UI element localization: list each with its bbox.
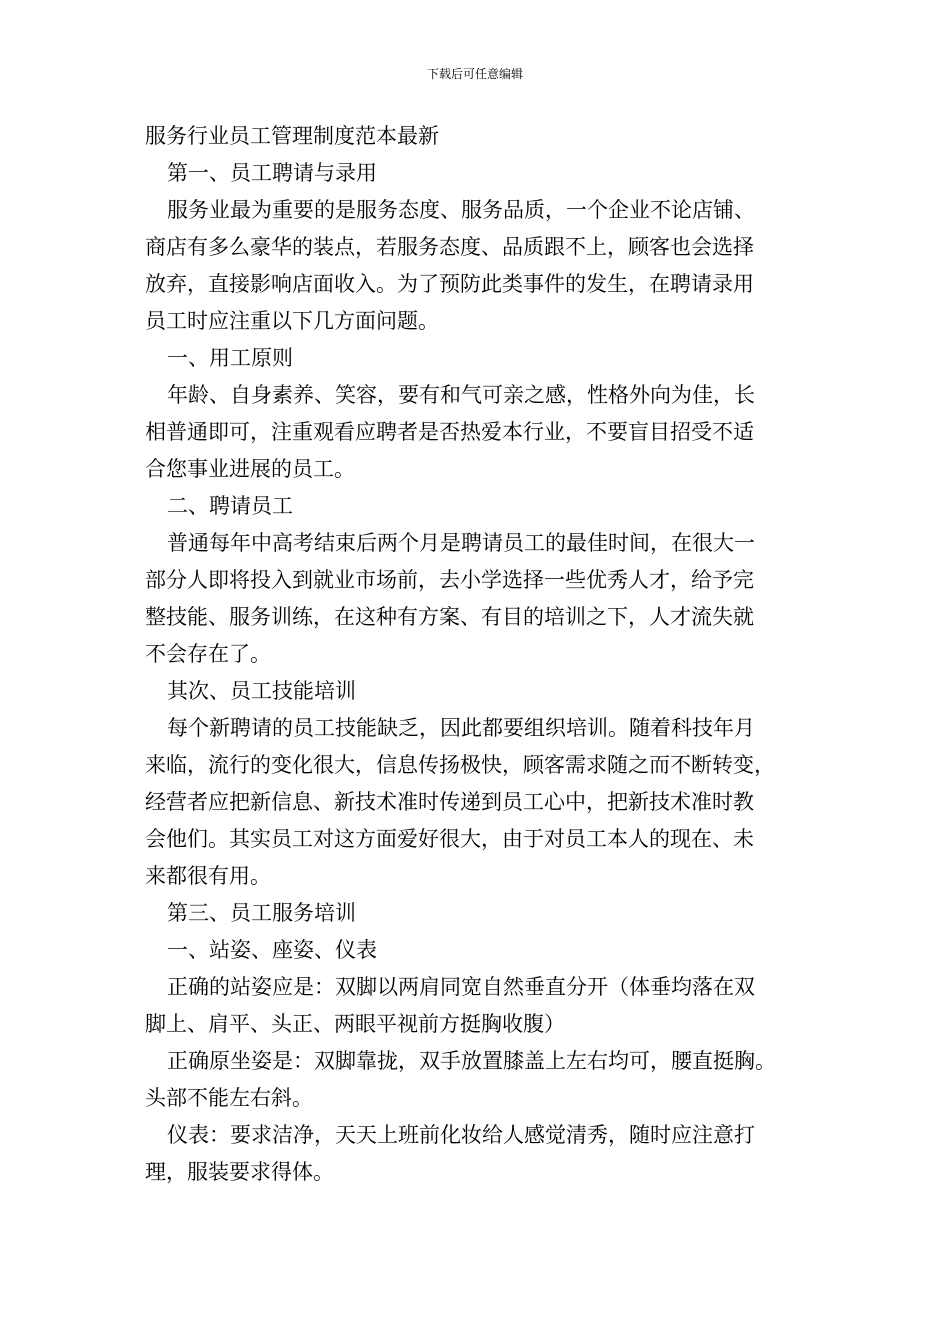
paragraph-line: 部分人即将投入到就业市场前，去小学选择一些优秀人才，给予完 <box>145 568 754 592</box>
paragraph-line: 经营者应把新信息、新技术准时传递到员工心中，把新技术准时教 <box>145 790 754 814</box>
paragraph-line: 员工时应注重以下几方面问题。 <box>145 309 439 333</box>
paragraph-line: 服务业最为重要的是服务态度、服务品质，一个企业不论店铺、 <box>167 198 755 222</box>
section-heading: 二、聘请员工 <box>167 494 293 518</box>
section-heading: 第三、员工服务培训 <box>167 901 356 925</box>
paragraph-line: 来临，流行的变化很大，信息传扬极快，顾客需求随之而不断转变， <box>145 753 775 777</box>
paragraph-line: 普通每年中高考结束后两个月是聘请员工的最佳时间，在很大一 <box>167 531 755 555</box>
section-heading: 第一、员工聘请与录用 <box>167 161 377 185</box>
paragraph-line: 每个新聘请的员工技能缺乏，因此都要组织培训。随着科技年月 <box>167 716 755 740</box>
paragraph-line: 脚上、肩平、头正、两眼平视前方挺胸收腹） <box>145 1012 565 1036</box>
paragraph-line: 理，服装要求得体。 <box>145 1160 334 1184</box>
document-title: 服务行业员工管理制度范本最新 <box>145 124 439 148</box>
paragraph-line: 年龄、自身素养、笑容，要有和气可亲之感，性格外向为佳，长 <box>167 383 755 407</box>
paragraph <box>145 1117 810 1191</box>
paragraph-line: 不会存在了。 <box>145 642 271 666</box>
paragraph-line: 整技能、服务训练，在这种有方案、有目的培训之下，人才流失就 <box>145 605 754 629</box>
paragraph <box>145 969 810 1043</box>
paragraph-line: 正确原坐姿是：双脚靠拢，双手放置膝盖上左右均可，腰直挺胸。 <box>167 1049 776 1073</box>
paragraph-line: 仪表：要求洁净，天天上班前化妆给人感觉清秀，随时应注意打 <box>167 1123 755 1147</box>
page-header-note: 下载后可任意编辑 <box>426 67 523 81</box>
paragraph-line: 放弃，直接影响店面收入。为了预防此类事件的发生，在聘请录用 <box>145 272 754 296</box>
paragraph-line: 正确的站姿应是：双脚以两肩同宽自然垂直分开（体垂均落在双 <box>167 975 755 999</box>
paragraph-line: 相普通即可，注重观看应聘者是否热爱本行业，不要盲目招受不适 <box>145 420 754 444</box>
paragraph-line: 会他们。其实员工对这方面爱好很大，由于对员工本人的现在、未 <box>145 827 754 851</box>
section-heading: 一、用工原则 <box>167 346 293 370</box>
paragraph-line: 来都很有用。 <box>145 864 271 888</box>
paragraph <box>145 710 810 895</box>
paragraph <box>145 377 810 488</box>
paragraph-line: 商店有多么豪华的装点，若服务态度、品质跟不上，顾客也会选择 <box>145 235 754 259</box>
paragraph <box>145 1043 810 1117</box>
paragraph-line: 头部不能左右斜。 <box>145 1086 313 1110</box>
section-heading: 其次、员工技能培训 <box>167 679 356 703</box>
section-heading: 一、站姿、座姿、仪表 <box>167 938 377 962</box>
paragraph <box>145 525 810 673</box>
paragraph-line: 合您事业进展的员工。 <box>145 457 355 481</box>
paragraph <box>145 192 810 340</box>
document-body <box>145 118 810 1191</box>
